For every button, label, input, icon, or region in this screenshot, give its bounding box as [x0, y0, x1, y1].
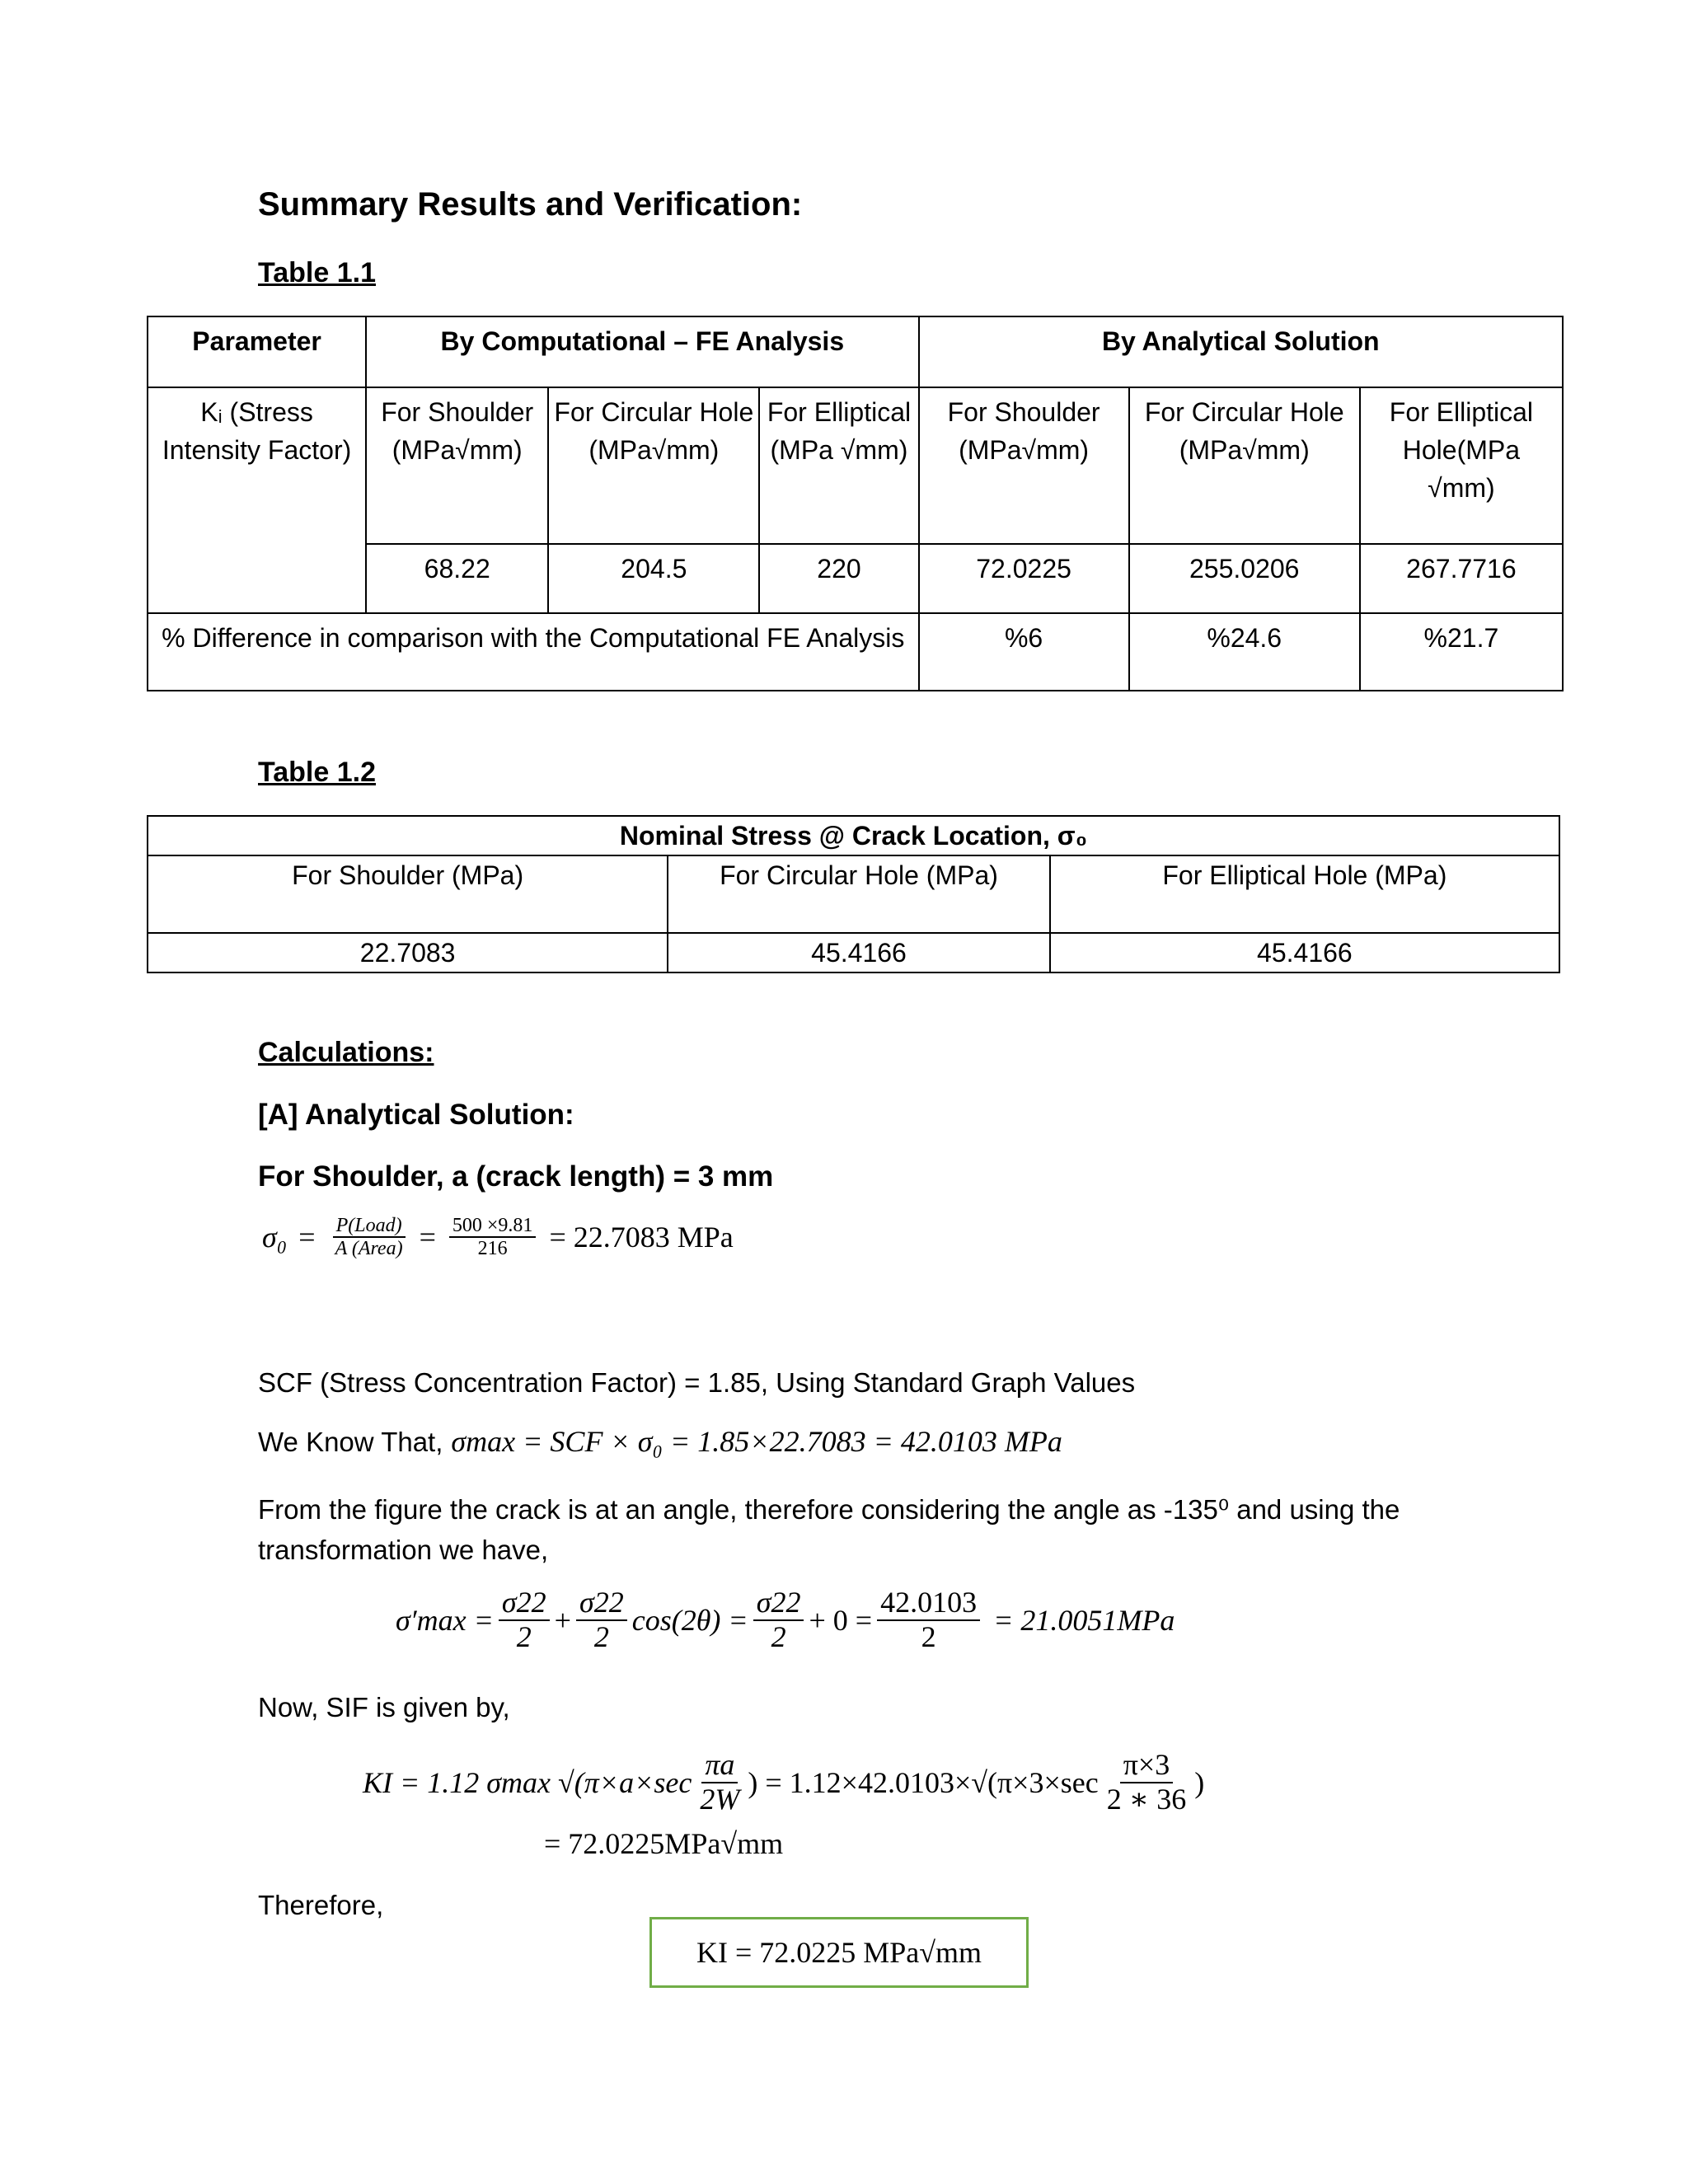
calculations-heading: Calculations: [258, 1037, 434, 1068]
table2-caption: Table 1.2 [258, 757, 376, 788]
an-col-shoulder: For Shoulder (MPa√mm) [919, 387, 1129, 544]
table1-caption: Table 1.1 [258, 257, 376, 288]
fe-col-shoulder: For Shoulder (MPa√mm) [366, 387, 548, 544]
equation-sigma0: σ₀ = $\frac{\text{P(Load)}}{\text{A (Area)}}$ = $\frac{500 \times 9.81}{216}$ = 22.7083 MPa [262, 1215, 734, 1260]
therefore-label: Therefore, [258, 1890, 384, 1920]
table2-value-elliptical: 45.4166 [1050, 933, 1559, 972]
equation-sigma-prime: σ′max = $\frac{\sigma 22}{2}$ + $\frac{\sigma 22}{2}$ cos(2θ) = $\frac{\sigma 22}{2}$ + 0 = $\frac{42.0103}{2}$ = 21.0051MPa [396, 1586, 1175, 1653]
parameter-header: Parameter [148, 316, 366, 387]
an-value-elliptical: 267.7716 [1360, 544, 1563, 613]
diff-label: % Difference in comparison with the Computational FE Analysis [148, 613, 919, 691]
diff-value-circular: %24.6 [1129, 613, 1360, 691]
an-col-circular: For Circular Hole (MPa√mm) [1129, 387, 1360, 544]
equation-sif-result: = 72.0225MPa√mm [544, 1827, 784, 1860]
page-heading: Summary Results and Verification: [258, 186, 803, 223]
analytical-header: By Analytical Solution [919, 316, 1563, 387]
sif-intro: Now, SIF is given by, [258, 1692, 510, 1722]
an-value-shoulder: 72.0225 [919, 544, 1129, 613]
table2-value-circular: 45.4166 [668, 933, 1049, 972]
an-col-elliptical: For Elliptical Hole(MPa √mm) [1360, 387, 1563, 544]
fe-header: By Computational – FE Analysis [366, 316, 918, 387]
shoulder-crack-line: For Shoulder, a (crack length) = 3 mm [258, 1160, 774, 1193]
table2-title: Nominal Stress @ Crack Location, σ₀ [148, 816, 1559, 855]
final-result-box [649, 1917, 1029, 1988]
fe-col-elliptical: For Elliptical (MPa √mm) [759, 387, 918, 544]
table2-value-shoulder: 22.7083 [148, 933, 668, 972]
fe-value-circular: 204.5 [548, 544, 759, 613]
angle-paragraph: From the figure the crack is at an angle, therefore considering the angle as -135⁰ and using the transformation we have, [258, 1494, 1400, 1565]
table-1-1 [147, 316, 1564, 691]
table2-col-shoulder: For Shoulder (MPa) [148, 855, 668, 933]
scf-line: SCF (Stress Concentration Factor) = 1.85, Using Standard Graph Values [258, 1367, 1136, 1398]
fe-value-shoulder: 68.22 [366, 544, 548, 613]
final-result: KI = 72.0225 MPa√mm [696, 1936, 982, 1969]
equation-sigma-max: We Know That, σmax = SCF × σ₀ = 1.85×22.7083 = 42.0103 MPa [258, 1425, 1062, 1458]
table-1-2 [147, 815, 1560, 973]
parameter-label: Kᵢ (Stress Intensity Factor) [148, 387, 366, 613]
equation-sif: KI = 1.12 σmax √(π×a×sec $\frac{\pi a}{2W}$ ) = 1.12×42.0103×√(π×3×sec $\frac{\pi\times 3}{2 ∗ 36}$ ) [363, 1748, 1205, 1816]
an-value-circular: 255.0206 [1129, 544, 1360, 613]
diff-value-shoulder: %6 [919, 613, 1129, 691]
diff-value-elliptical: %21.7 [1360, 613, 1563, 691]
analytical-subheading: [A] Analytical Solution: [258, 1099, 574, 1131]
fe-col-circular: For Circular Hole (MPa√mm) [548, 387, 759, 544]
table2-col-circular: For Circular Hole (MPa) [668, 855, 1049, 933]
table2-col-elliptical: For Elliptical Hole (MPa) [1050, 855, 1559, 933]
fe-value-elliptical: 220 [759, 544, 918, 613]
